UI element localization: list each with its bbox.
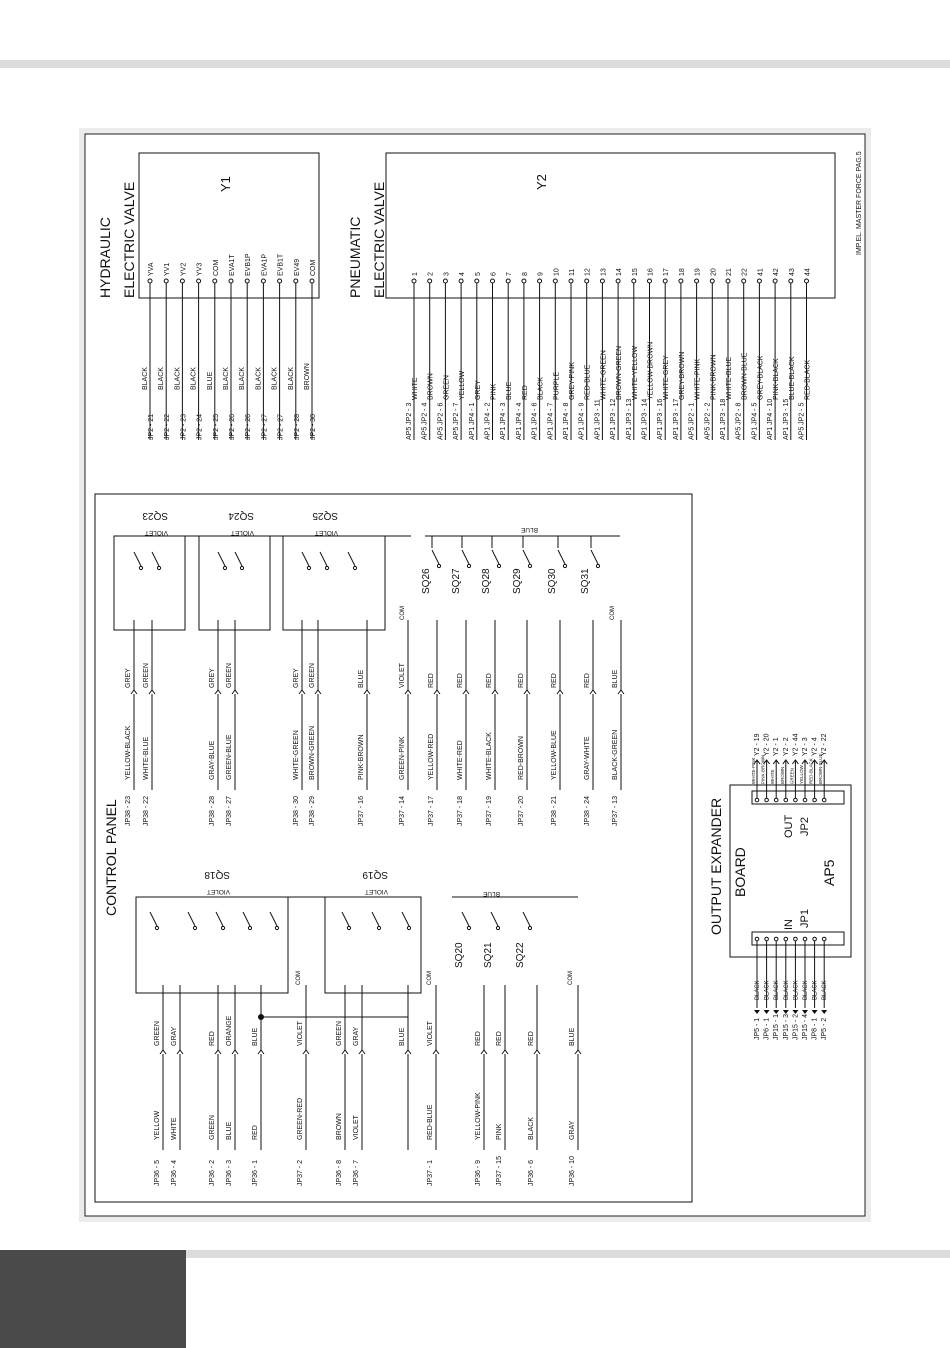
y2-terminal-label: 20 (710, 268, 718, 276)
ap5-out-color: GREEN (789, 767, 795, 784)
y1-terminal-label: EVB1P (245, 253, 253, 276)
y2-terminal-label: 7 (506, 272, 514, 276)
panel-ref: JP36 - 3 (226, 1159, 233, 1186)
y2-wire-ref: AP1 JP3 - 17 (672, 398, 680, 440)
y2-wire-color: BROWN-GREEN (616, 345, 624, 400)
ap5-in-ref: JP5 - 1 (754, 1017, 761, 1040)
y2-wire-ref: AP1 JP3 - 12 (610, 398, 618, 440)
y2-terminal-label: 12 (584, 268, 592, 276)
panel-inner-color: RED (475, 1031, 482, 1046)
panel-outer-color: WHITE-BLUE (143, 736, 150, 780)
ap5-in-ref: JP5 - 2 (821, 1017, 829, 1040)
y2-wire-ref: AP1 JP4 - 6 (531, 402, 539, 440)
panel-inner-color: BLUE (252, 1027, 259, 1046)
y2-wire-ref: AP5 JP2 - 8 (735, 402, 743, 440)
y2-terminal-label: 2 (427, 272, 435, 276)
y1-terminal-label: EVB1T (277, 253, 285, 276)
panel-inner-color: BLUE (569, 1027, 576, 1046)
panel-ref: JP36 - 9 (475, 1159, 482, 1186)
panel-outer-color: VIOLET (353, 1115, 360, 1140)
y1-terminal-label: EVA1P (261, 253, 269, 276)
y2-wire-color: WHITE (412, 377, 419, 400)
ap5-in-ref: JP8 - 1 (811, 1017, 819, 1040)
ap5-in-color: BLACK (783, 980, 790, 1000)
y2-terminal-label: 3 (443, 272, 451, 276)
panel-ref: JP37 - 1 (427, 1159, 434, 1186)
single-switch-label: SQ28 (481, 568, 492, 594)
ap5-in-color: BLACK (793, 980, 800, 1000)
panel-inner-color: GRAY (171, 1026, 178, 1046)
y2-wire-ref: AP1 JP3 - 11 (594, 399, 602, 440)
ap5-in-ref: JP15 - 3 (782, 1013, 790, 1040)
violet-label: VIOLET (314, 529, 338, 536)
single-switch-label: SQ29 (512, 568, 523, 594)
y2-wire-color: YELLOW-BROWN (647, 341, 655, 400)
ap5-in-ref: JP6 - 1 (763, 1017, 771, 1040)
y2-wire-color: BLUE (506, 381, 514, 400)
panel-ref: JP36 - 7 (353, 1159, 360, 1186)
y2-wire-color: GREEN (443, 375, 451, 400)
y1-wire-color: BROWN (304, 363, 311, 390)
y1-terminal-label: COM (212, 259, 220, 276)
single-switch-label: SQ21 (483, 942, 494, 968)
y1-wire-ref: JP2 - 30 (310, 413, 317, 440)
panel-outer-color: WHITE-RED (457, 740, 464, 780)
com-label: COM (427, 971, 433, 985)
pneumatic-title-2: ELECTRIC VALVE (371, 181, 387, 298)
panel-ref: JP37 - 14 (399, 796, 406, 826)
y2-wire-color: GREY-BLACK (757, 355, 765, 400)
single-switch-label: SQ20 (454, 942, 465, 968)
y2-wire-ref: AP1 JP4 - 10 (767, 398, 775, 440)
y1-wire-color: BLACK (190, 367, 198, 390)
y1-wire-color: BLACK (287, 367, 295, 390)
ap5-in-color: BLACK (774, 980, 781, 1000)
y2-terminal-label: 5 (474, 272, 482, 276)
blue-label: BLUE (483, 890, 500, 897)
y1-wire-color: BLUE (206, 371, 214, 390)
y1-wire-color: BLACK (223, 367, 230, 390)
control-panel-title: CONTROL PANEL (103, 799, 119, 916)
y2-wire-color: WHITE-YELLOW (631, 345, 639, 400)
panel-outer-color: BLACK (528, 1117, 535, 1140)
ap5-out-color: PINK-BROWN (760, 754, 766, 784)
panel-inner-color: GRAY (353, 1026, 360, 1046)
y2-wire-color: BROWN (427, 373, 435, 400)
y1-terminal-label: YV3 (196, 262, 204, 276)
panel-inner-color: GREY (293, 668, 300, 688)
panel-inner-color: BLUE (358, 669, 365, 688)
expander-title-2: BOARD (732, 847, 748, 897)
y2-wire-color: GREY (474, 380, 482, 400)
y2-terminal-label: 17 (663, 268, 671, 276)
ap5-label: AP5 (821, 859, 837, 886)
y2-wire-ref: AP5 JP2 - 3 (406, 402, 413, 440)
y2-label: Y2 (534, 174, 549, 190)
panel-ref: JP38 - 28 (209, 796, 216, 826)
panel-outer-color: GRAY (569, 1120, 576, 1140)
panel-outer-color: WHITE-BLACK (486, 732, 493, 780)
switch-group-label: SQ18 (204, 869, 230, 880)
panel-outer-color: BROWN (336, 1113, 343, 1140)
header-note: IMP.EL. MASTER FORCE PAG.5 (856, 151, 863, 255)
panel-inner-color: GREEN (226, 663, 233, 688)
y2-terminal-label: 44 (804, 268, 812, 276)
y2-terminal-label: 19 (694, 268, 702, 276)
hydraulic-title-1: HYDRAULIC (97, 217, 113, 298)
panel-ref: JP37 - 18 (457, 796, 464, 826)
panel-outer-color: BLACK-GREEN (612, 729, 619, 780)
single-switch-label: SQ26 (421, 568, 432, 594)
y2-terminal-label: 22 (741, 268, 749, 276)
y2-wire-ref: AP5 JP2 - 1 (688, 402, 696, 440)
panel-outer-color: GREEN-BLUE (226, 734, 233, 780)
y1-terminal-label: YV2 (180, 262, 188, 276)
single-switch-label: SQ31 (580, 568, 591, 594)
y1-wire-color: BLACK (142, 367, 149, 390)
y2-wire-color: BLACK (537, 377, 545, 400)
panel-inner-color: RED (496, 1031, 503, 1046)
y2-wire-color: BROWN-BLUE (741, 352, 749, 400)
violet-label: VIOLET (230, 529, 254, 536)
y2-wire-color: PURPLE (553, 371, 561, 400)
y2-wire-color: PINK-BLACK (773, 358, 781, 400)
panel-outer-color: PINK-BROWN (358, 734, 365, 780)
y2-terminal-label: 6 (490, 272, 498, 276)
ap5-out-color: RED-BLACK (808, 758, 814, 784)
panel-inner-color: RED (551, 673, 558, 688)
y1-wire-color: BLACK (174, 367, 182, 390)
panel-ref: JP37 - 20 (518, 796, 525, 826)
panel-outer-color: YELLOW-BLUE (551, 730, 558, 780)
panel-ref: JP36 - 6 (528, 1159, 535, 1186)
panel-ref: JP37 - 19 (486, 796, 493, 826)
panel-inner-color: RED (486, 673, 493, 688)
panel-inner-color: GREEN (154, 1021, 161, 1046)
ap5-in-jp: JP1 (799, 909, 811, 928)
panel-inner-color: BLUE (612, 669, 619, 688)
ap5-in-color: BLACK (755, 980, 761, 1000)
y2-terminal-label: 8 (521, 272, 529, 276)
y2-wire-ref: AP1 JP4 - 5 (751, 402, 759, 440)
ap5-out-ref: Y2 - 19 (754, 733, 761, 756)
switch-group-label: SQ23 (142, 510, 168, 521)
y1-wire-ref: JP2 - 28 (293, 413, 301, 440)
switch-group-label: SQ25 (312, 510, 338, 521)
y2-wire-color: WHITE-BLUE (726, 356, 733, 400)
panel-inner-color: BLUE (399, 1027, 406, 1046)
y2-wire-ref: AP1 JP4 - 1 (468, 402, 476, 440)
panel-inner-color: GREEN (143, 663, 150, 688)
y1-terminal-label: YVA (148, 262, 155, 276)
panel-outer-color: YELLOW-RED (428, 733, 435, 780)
y1-terminal-label: YV1 (164, 262, 172, 276)
blue-label: BLUE (521, 526, 538, 533)
y2-wire-ref: AP1 JP4 - 2 (484, 402, 492, 440)
y2-wire-ref: AP1 JP3 - 18 (720, 398, 727, 440)
panel-inner-color: VIOLET (297, 1021, 304, 1046)
ap5-out-label: OUT (783, 814, 795, 838)
panel-ref: JP38 - 30 (293, 796, 300, 826)
panel-ref: JP36 - 1 (252, 1159, 259, 1186)
panel-ref: JP37 - 2 (297, 1159, 304, 1186)
panel-inner-color: GREEN (309, 663, 316, 688)
violet-label: VIOLET (364, 888, 388, 895)
panel-outer-color: BROWN-GREEN (309, 725, 316, 780)
y1-terminal-label: EVA1T (229, 254, 236, 276)
y1-terminal-label: EV49 (293, 258, 301, 276)
panel-outer-color: WHITE (171, 1117, 178, 1140)
ap5-out-jp: JP2 (799, 817, 811, 836)
panel-inner-color: RED (209, 1031, 216, 1046)
y2-wire-ref: AP5 JP2 - 2 (704, 402, 712, 440)
y2-wire-color: RED-BLACK (804, 359, 812, 400)
y2-wire-color: RED-BLUE (584, 364, 592, 400)
panel-outer-color: YELLOW-BLACK (125, 725, 132, 780)
y2-wire-ref: AP1 JP3 - 14 (641, 398, 649, 440)
ap5-in-ref: JP15 - 1 (773, 1013, 781, 1040)
y1-wire-ref: JP2 - 26 (245, 413, 253, 440)
y1-wire-color: BLACK (158, 367, 166, 390)
y1-wire-color: BLACK (255, 367, 263, 390)
panel-inner-color: RED (457, 673, 464, 688)
panel-ref: JP36 - 2 (209, 1159, 216, 1186)
y2-terminal-label: 10 (553, 268, 561, 276)
ap5-out-color: WHITE (770, 769, 776, 784)
com-label: COM (296, 971, 302, 985)
panel-outer-color: GREEN-PINK (399, 736, 406, 780)
y1-wire-color: BLACK (239, 367, 247, 390)
y2-wire-color: YELLOW (459, 370, 467, 400)
y2-wire-ref: AP1 JP4 - 9 (578, 402, 586, 440)
ap5-in-color: BLACK (803, 980, 809, 1000)
panel-inner-color: ORANGE (226, 1015, 233, 1046)
ap5-out-ref: Y2 - 3 (802, 737, 809, 756)
y2-terminal-label: 41 (757, 268, 765, 276)
y2-terminal-label: 15 (631, 268, 639, 276)
y1-wire-ref: JP2 - 25 (212, 413, 220, 440)
y1-wire-ref: JP2 - 22 (164, 413, 172, 440)
y2-wire-ref: AP1 JP3 - 13 (625, 398, 633, 440)
single-switch-label: SQ22 (515, 942, 526, 968)
y2-terminal-label: 13 (600, 268, 608, 276)
y2-wire-color: RED (521, 385, 529, 400)
y2-terminal-label: 11 (569, 268, 576, 276)
panel-outer-color: YELLOW-PINK (475, 1092, 482, 1140)
panel-ref: JP38 - 21 (551, 796, 558, 826)
page-corner-block (0, 1250, 186, 1348)
ap5-out-ref: Y2 - 22 (821, 733, 829, 756)
ap5-out-ref: Y2 - 44 (792, 733, 800, 756)
y2-wire-color: WHITE-GREY (663, 355, 671, 400)
panel-inner-color: RED (584, 673, 591, 688)
panel-outer-color: GREEN-RED (297, 1097, 304, 1140)
y1-wire-ref: JP2 - 27 (277, 413, 285, 440)
y2-wire-color: PINK-BROWN (710, 354, 718, 400)
panel-outer-color: RED-BLUE (427, 1104, 434, 1140)
ap5-out-ref: Y2 - 1 (773, 737, 781, 756)
y1-wire-ref: JP2 - 26 (229, 413, 236, 440)
hydraulic-title-2: ELECTRIC VALVE (121, 181, 137, 298)
panel-inner-color: RED (428, 673, 435, 688)
violet-label: VIOLET (144, 529, 168, 536)
panel-inner-color: GREY (125, 668, 132, 688)
y2-terminal-label: 43 (788, 268, 796, 276)
ap5-in-color: BLACK (764, 980, 771, 1000)
y2-wire-color: WHITE-PINK (694, 358, 702, 400)
panel-outer-color: RED (252, 1125, 259, 1140)
com-label: COM (568, 971, 574, 985)
y2-wire-ref: AP5 JP2 - 5 (798, 402, 806, 440)
expander-title-1: OUTPUT EXPANDER (708, 797, 724, 935)
y2-wire-color: GREY-BROWN (678, 351, 686, 400)
y1-terminal-label: COM (310, 259, 317, 276)
y2-wire-color: PINK (490, 383, 498, 400)
y2-wire-ref: AP1 JP4 - 8 (563, 402, 570, 440)
panel-outer-color: GREEN (209, 1115, 216, 1140)
panel-inner-color: GREEN (336, 1021, 343, 1046)
y1-wire-ref: JP2 - 24 (196, 413, 204, 440)
ap5-in-ref: JP15 - 2 (792, 1013, 800, 1040)
y2-wire-ref: AP5 JP2 - 6 (437, 402, 445, 440)
y2-wire-color: BLUE-BLACK (788, 356, 796, 400)
panel-outer-color: GRAY-BLUE (209, 740, 216, 780)
single-switch-label: SQ30 (547, 568, 558, 594)
ap5-in-label: IN (783, 919, 795, 930)
panel-outer-color: WHITE-GREEN (293, 730, 300, 780)
y2-wire-ref: AP5 JP2 - 7 (453, 402, 461, 440)
panel-ref: JP37 - 13 (612, 796, 619, 826)
panel-outer-color: GRAY-WHITE (584, 736, 591, 780)
panel-ref: JP36 - 8 (336, 1159, 343, 1186)
panel-inner-color: VIOLET (427, 1021, 434, 1046)
y1-wire-ref: JP2 - 21 (148, 413, 155, 440)
ap5-out-color: WHITE-PINK (751, 757, 756, 784)
panel-ref: JP37 - 17 (428, 796, 435, 826)
y2-wire-ref: AP1 JP4 - 3 (500, 402, 508, 440)
y2-terminal-label: 14 (616, 268, 624, 276)
panel-ref: JP38 - 23 (125, 796, 132, 826)
y2-wire-ref: AP1 JP3 - 16 (657, 398, 665, 440)
panel-ref: JP36 - 5 (154, 1159, 161, 1186)
y2-terminal-label: 9 (537, 272, 545, 276)
panel-ref: JP37 - 15 (496, 1156, 503, 1186)
panel-ref: JP36 - 4 (171, 1159, 178, 1186)
y2-terminal-label: 4 (459, 272, 467, 276)
switch-group-label: SQ24 (228, 510, 254, 521)
panel-outer-color: YELLOW (154, 1110, 161, 1140)
panel-outer-color: BLUE (226, 1121, 233, 1140)
y2-wire-ref: AP5 JP2 - 4 (421, 402, 429, 440)
y2-terminal-label: 1 (412, 272, 419, 276)
y1-wire-ref: JP2 - 23 (180, 413, 188, 440)
ap5-out-color: BROWN-BLUE (818, 753, 824, 784)
panel-ref: JP38 - 24 (584, 796, 591, 826)
y2-terminal-label: 21 (726, 268, 733, 276)
y2-terminal-label: 18 (678, 268, 686, 276)
panel-ref: JP37 - 16 (358, 796, 365, 826)
com-label: COM (400, 606, 406, 620)
panel-inner-color: VIOLET (399, 663, 406, 688)
ap5-out-color: YELLOW (799, 765, 804, 784)
y2-terminal-label: 16 (647, 268, 655, 276)
panel-inner-color: RED (528, 1031, 535, 1046)
y1-label: Y1 (218, 176, 233, 192)
pneumatic-title-1: PNEUMATIC (347, 216, 363, 298)
y2-terminal-label: 42 (773, 268, 781, 276)
y2-wire-ref: AP1 JP4 - 7 (547, 402, 555, 440)
panel-ref: JP38 - 29 (309, 796, 316, 826)
panel-inner-color: RED (518, 673, 525, 688)
panel-ref: JP38 - 22 (143, 796, 150, 826)
ap5-in-ref: JP15 - 4 (802, 1013, 809, 1040)
ap5-out-ref: Y2 - 2 (782, 737, 790, 756)
com-label: COM (610, 606, 616, 620)
single-switch-label: SQ27 (451, 568, 462, 594)
y2-wire-color: GREY-PINK (569, 362, 576, 400)
ap5-out-color: BROWN (779, 766, 785, 784)
y2-wire-color: WHITE-GREEN (600, 350, 608, 400)
y2-wire-ref: AP1 JP4 - 4 (515, 402, 523, 440)
ap5-out-ref: Y2 - 20 (763, 733, 771, 756)
panel-outer-color: RED-BROWN (518, 736, 525, 780)
ap5-in-color: BLACK (822, 980, 829, 1000)
ap5-out-ref: Y2 - 4 (811, 737, 819, 756)
y1-wire-ref: JP2 - 27 (261, 413, 269, 440)
panel-ref: JP36 - 10 (569, 1156, 576, 1186)
y2-wire-ref: AP1 JP3 - 15 (782, 398, 790, 440)
ap5-in-color: BLACK (812, 980, 819, 1000)
y1-wire-color: BLACK (271, 367, 279, 390)
panel-outer-color: PINK (496, 1123, 503, 1140)
panel-ref: JP38 - 27 (226, 796, 233, 826)
switch-group-label: SQ19 (362, 869, 388, 880)
panel-inner-color: GREY (209, 668, 216, 688)
violet-label: VIOLET (206, 888, 230, 895)
